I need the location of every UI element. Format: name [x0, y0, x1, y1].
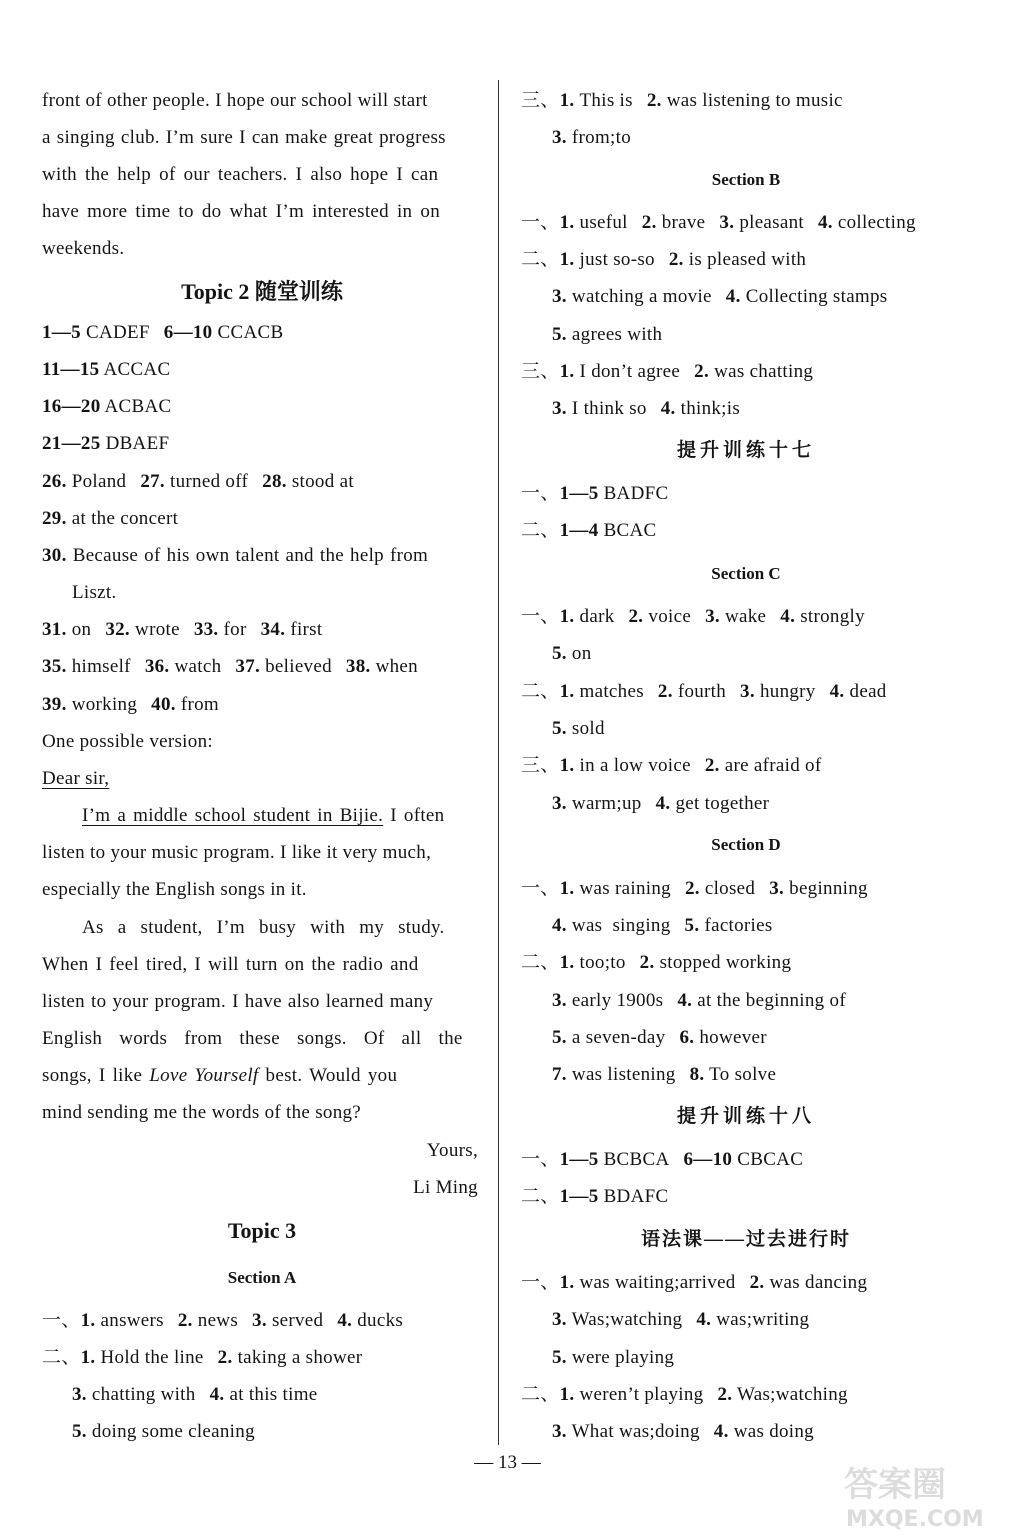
letter-line: I’m a middle school student in Bijie. I often [82, 805, 445, 826]
answer-line: 一、1. answers 2. news 3. served 4. ducks [42, 1310, 404, 1331]
answer-line: 5. doing some cleaning [72, 1421, 255, 1442]
answer-line: 二、1. Hold the line 2. taking a shower [42, 1347, 363, 1368]
answer-line: 3. What was;doing 4. was doing [552, 1421, 814, 1442]
answer-line: 3. Was;watching 4. was;writing [552, 1309, 810, 1330]
answer-line: 二、1—4 BCAC [521, 520, 657, 541]
answer-line: 三、1. in a low voice 2. are afraid of [521, 755, 822, 776]
letter-closing: Yours, [426, 1140, 478, 1161]
answer-line: 一、1. useful 2. brave 3. pleasant 4. collecting [521, 212, 916, 233]
letter-line: especially the English songs in it. [42, 879, 307, 900]
answer-line: 一、1. dark 2. voice 3. wake 4. strongly [521, 606, 865, 627]
answer-line: 一、1—5 BADFC [521, 483, 669, 504]
page-number: — 13 — [474, 1452, 541, 1473]
answer-line: 5. a seven-day 6. however [552, 1027, 767, 1048]
essay-text: front of other people. I hope our school will start [42, 90, 428, 111]
answer-line: 二、1. weren’t playing 2. Was;watching [521, 1384, 848, 1405]
answer-line: 4. was singing 5. factories [552, 915, 773, 936]
letter-line: mind sending me the words of the song? [42, 1102, 362, 1123]
answer-line: 二、1. matches 2. fourth 3. hungry 4. dead [521, 681, 887, 702]
answer-line: 29. at the concert [42, 508, 179, 529]
topic3-heading: Topic 3 [227, 1218, 297, 1243]
answer-line: 二、1. just so-so 2. is pleased with [521, 249, 807, 270]
answer-line: 三、1. This is 2. was listening to music [521, 90, 843, 111]
answer-line: 3. I think so 4. think;is [552, 398, 741, 419]
watermark-logo [838, 1456, 1008, 1532]
answer-line: 31. on 32. wrote 33. for 34. first [42, 619, 323, 640]
topic2-heading: Topic 2 随堂训练 [181, 279, 343, 304]
practice-18-heading: 提升训练十八 [676, 1106, 815, 1127]
answer-line: 3. warm;up 4. get together [552, 793, 770, 814]
letter-line: listen to your music program. I like it very much, [42, 842, 432, 863]
letter-line: When I feel tired, I will turn on the radio and [42, 954, 419, 975]
letter-line: English words from these songs. Of all the [42, 1028, 463, 1049]
answer-line: 3. from;to [552, 127, 632, 148]
answer-line: 一、1. was raining 2. closed 3. beginning [521, 878, 868, 899]
answer-line: 21—25 DBAEF [42, 433, 170, 454]
letter-signature: Li Ming [413, 1177, 478, 1198]
watermark-text: MXQE.COM [846, 1507, 984, 1532]
answer-line: 一、1—5 BCBCA 6—10 CBCAC [521, 1149, 804, 1170]
answer-line: 16—20 ACBAC [42, 396, 172, 417]
answer-line: 5. sold [552, 718, 605, 739]
answer-line: 7. was listening 8. To solve [552, 1064, 777, 1085]
column-divider [498, 80, 499, 1445]
answer-line: 一、1. was waiting;arrived 2. was dancing [521, 1272, 868, 1293]
letter-salutation: Dear sir, [42, 768, 110, 789]
answer-line: 5. were playing [552, 1347, 675, 1368]
section-c-heading: Section C [711, 564, 781, 583]
essay-line: a singing club. I’m sure I can make great progress [42, 127, 446, 148]
answer-line: 二、1. too;to 2. stopped working [521, 952, 792, 973]
answer-line: 30. Because of his own talent and the help from [42, 545, 429, 566]
grammar-heading: 语法课——过去进行时 [640, 1229, 851, 1250]
version-label: One possible version: [42, 731, 213, 752]
section-d-heading: Section D [711, 835, 781, 854]
letter-line: As a student, I’m busy with my study. [82, 917, 445, 938]
answer-line: 3. early 1900s 4. at the beginning of [552, 990, 846, 1011]
answer-line: 二、1—5 BDAFC [521, 1186, 669, 1207]
answer-line: Liszt. [72, 582, 117, 603]
answer-line: 1—5 CADEF 6—10 CCACB [42, 322, 284, 343]
section-b-heading: Section B [711, 170, 781, 189]
answer-line: 三、1. I don’t agree 2. was chatting [521, 361, 814, 382]
letter-line: songs, I like Love Yourself best. Would you [42, 1065, 398, 1086]
practice-17-heading: 提升训练十七 [676, 440, 815, 461]
essay-line: have more time to do what I’m interested in on [42, 201, 441, 222]
answer-line: 39. working 40. from [42, 694, 220, 715]
letter-line: listen to your program. I have also learned many [42, 991, 434, 1012]
answer-line: 26. Poland 27. turned off 28. stood at [42, 471, 354, 492]
essay-line: with the help of our teachers. I also hope I can [42, 164, 439, 185]
answer-line: 11—15 ACCAC [42, 359, 171, 380]
essay-line: weekends. [42, 238, 125, 259]
answer-line: 3. watching a movie 4. Collecting stamps [552, 286, 888, 307]
answer-line: 5. on [552, 643, 592, 664]
answer-line: 5. agrees with [552, 324, 663, 345]
watermark-chars: 答案圈 [844, 1465, 946, 1505]
essay-line [42, 88, 480, 114]
answer-line: 35. himself 36. watch 37. believed 38. when [42, 656, 418, 677]
section-a-heading: Section A [227, 1268, 297, 1287]
answer-line: 3. chatting with 4. at this time [72, 1384, 318, 1405]
